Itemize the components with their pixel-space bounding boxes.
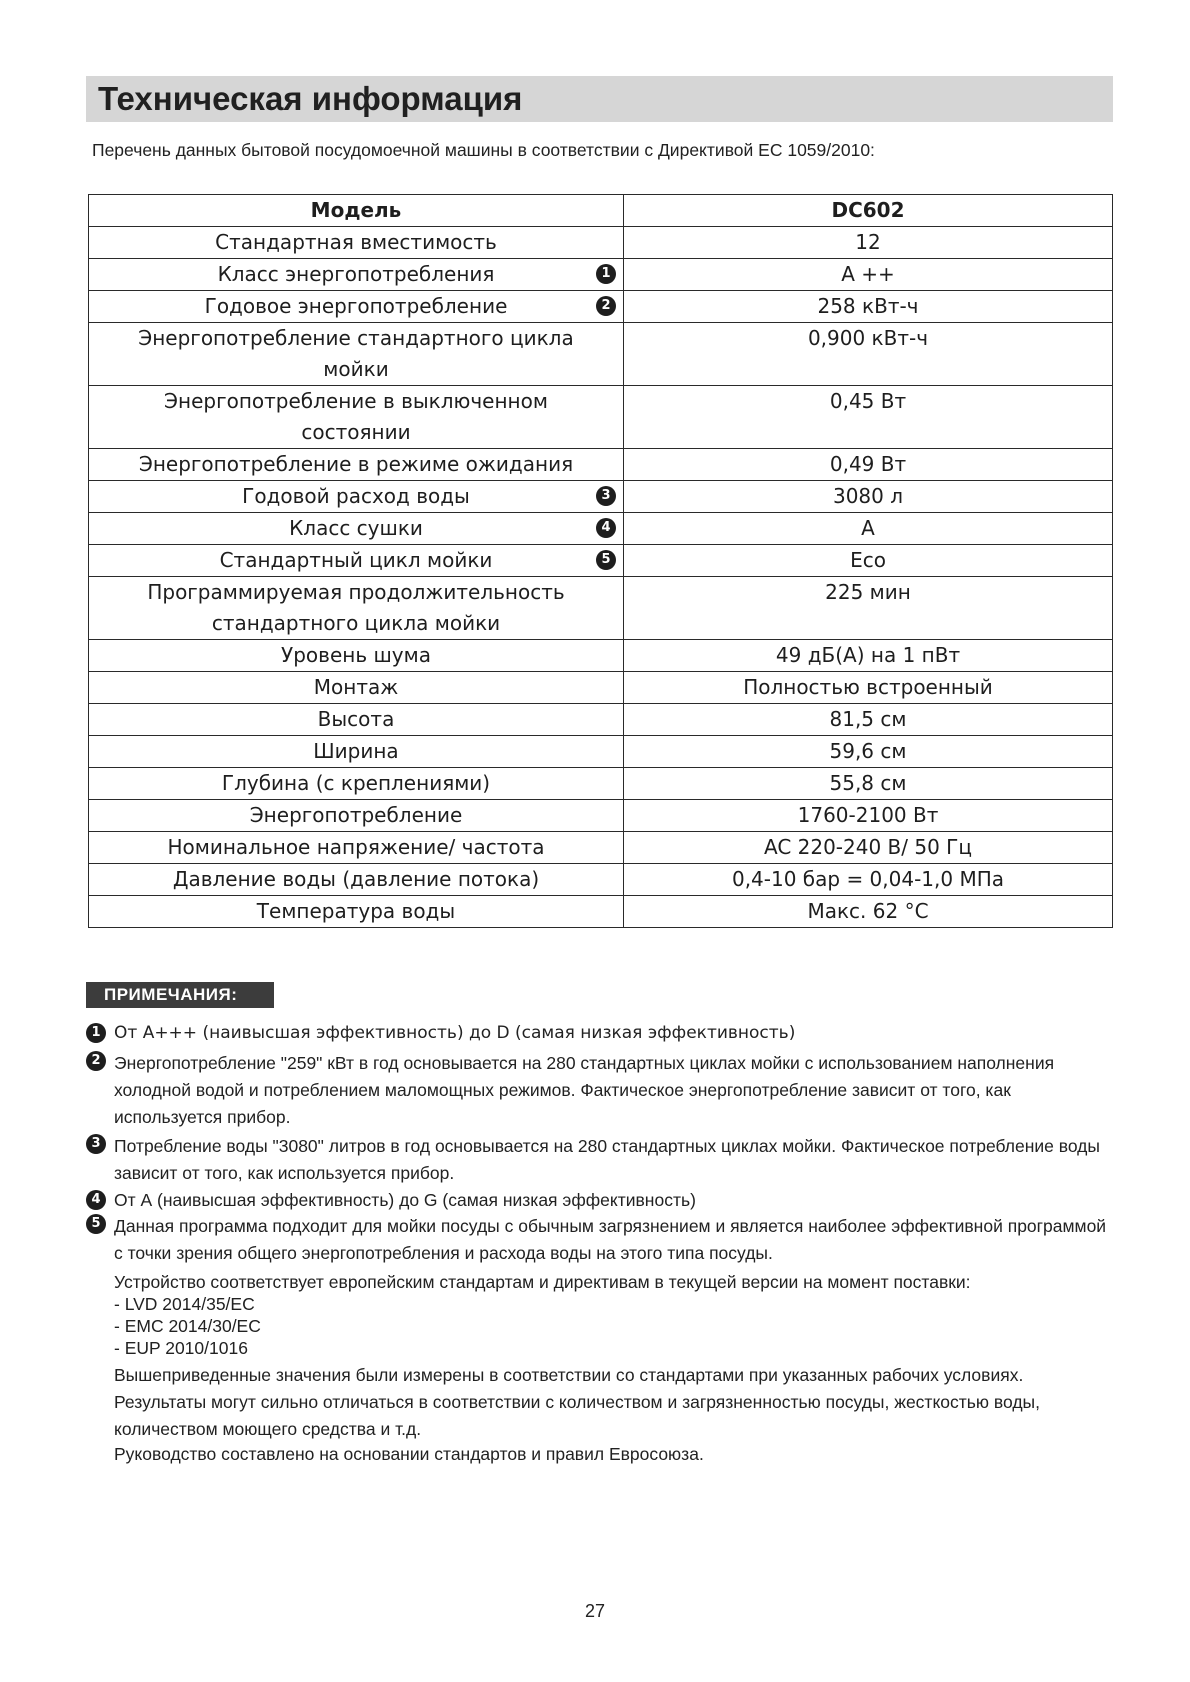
note-number-icon: 2: [86, 1051, 106, 1071]
spec-label-text: Программируемая продолжительность стандартного цикла мойки: [147, 580, 565, 635]
measurement-text: Вышеприведенные значения были измерены в соответствии со стандартами при указанных рабочих условиях. Результаты могут сильно отличаться в соответствии с количеством и загрязненностью посуды, жесткостью воды, количеством моющего средства и т.д.: [114, 1365, 1040, 1439]
table-row: [89, 704, 1113, 736]
note-item: [86, 1022, 1116, 1044]
note-text: Данная программа подходит для мойки посуды с обычным загрязнением и является наиболее эффективной программой с точки зрения общего энергопотребления и расхода воды на этого типа посуды.: [114, 1216, 1107, 1263]
spec-value: 3080 л: [624, 481, 1113, 513]
spec-label: [89, 227, 624, 259]
spec-value: 0,49 Вт: [624, 449, 1113, 481]
standard-item: - LVD 2014/35/EC: [114, 1294, 255, 1314]
spec-label-text: Годовое энергопотребление: [204, 294, 508, 318]
spec-value: 225 мин: [624, 577, 1113, 640]
spec-value: A ++: [624, 259, 1113, 291]
compliance-block: [86, 1271, 1116, 1465]
page-title: Техническая информация: [98, 80, 523, 117]
spec-label: [89, 896, 624, 928]
spec-label: [89, 449, 624, 481]
note-item: [86, 1189, 1116, 1211]
spec-table: [88, 194, 1113, 928]
note-reference-icon: 1: [596, 264, 616, 284]
spec-value: 0,45 Вт: [624, 386, 1113, 449]
spec-label: [89, 545, 624, 577]
note-number-icon: 1: [86, 1023, 106, 1043]
note-item: [86, 1213, 1116, 1267]
spec-value: 59,6 см: [624, 736, 1113, 768]
note-text: От А (наивысшая эффективность) до G (самая низкая эффективность): [114, 1190, 696, 1210]
spec-value: Полностью встроенный: [624, 672, 1113, 704]
spec-label-text: Класс энергопотребления: [217, 262, 495, 286]
spec-label-text: Температура воды: [256, 899, 456, 923]
note-reference-icon: 3: [596, 486, 616, 506]
table-row: [89, 832, 1113, 864]
spec-label: [89, 291, 624, 323]
table-row: [89, 513, 1113, 545]
standard-item: - EUP 2010/1016: [114, 1338, 248, 1358]
table-row: [89, 768, 1113, 800]
spec-value: 12: [624, 227, 1113, 259]
note-reference-icon: 5: [596, 550, 616, 570]
spec-label-text: Стандартная вместимость: [215, 230, 497, 254]
table-row: [89, 449, 1113, 481]
spec-label: [89, 481, 624, 513]
note-number-icon: 3: [86, 1134, 106, 1154]
note-text: Энергопотребление "259" кВт в год основывается на 280 стандартных циклах мойки с использованием наполнения холодной водой и потреблением маломощных режимов. Фактическое энергопотребление зависит от того, как используется прибор.: [114, 1053, 1055, 1127]
spec-value: 1760-2100 Вт: [624, 800, 1113, 832]
note-item: [86, 1133, 1116, 1187]
spec-value: 49 дБ(A) на 1 пВт: [624, 640, 1113, 672]
note-item: [86, 1050, 1116, 1131]
spec-value: AC 220-240 В/ 50 Гц: [624, 832, 1113, 864]
table-row: [89, 386, 1113, 449]
note-text: Потребление воды "3080" литров в год основывается на 280 стандартных циклах мойки. Фактическое потребление воды зависит от того, как используется прибор.: [114, 1136, 1100, 1183]
table-header-label: Модель: [89, 195, 624, 227]
spec-label: [89, 513, 624, 545]
note-number-icon: 4: [86, 1190, 106, 1210]
note-text: От А+++ (наивысшая эффективность) до D (самая низкая эффективность): [114, 1023, 796, 1043]
note-number-icon: 5: [86, 1214, 106, 1234]
table-header-value: DC602: [624, 195, 1113, 227]
standards-list: [114, 1293, 1116, 1359]
table-header-row: [89, 195, 1113, 227]
spec-label: [89, 672, 624, 704]
guide-text: Руководство составлено на основании стандартов и правил Евросоюза.: [114, 1444, 704, 1464]
section-header: [86, 76, 1113, 122]
spec-label-text: Энергопотребление в режиме ожидания: [138, 452, 574, 476]
intro-text: Перечень данных бытовой посудомоечной машины в соответствии с Директивой ЕС 1059/2010:: [92, 140, 875, 160]
spec-label: [89, 864, 624, 896]
page-number: 27: [584, 1601, 606, 1621]
spec-label: [89, 323, 624, 386]
table-row: [89, 227, 1113, 259]
note-reference-icon: 4: [596, 518, 616, 538]
spec-label-text: Энергопотребление в выключенном состоянии: [164, 389, 548, 444]
spec-value: A: [624, 513, 1113, 545]
spec-value: Макс. 62 °C: [624, 896, 1113, 928]
spec-value: Eco: [624, 545, 1113, 577]
spec-label-text: Стандартный цикл мойки: [219, 548, 493, 572]
spec-label: [89, 736, 624, 768]
table-row: [89, 577, 1113, 640]
spec-label: [89, 800, 624, 832]
spec-label-text: Номинальное напряжение/ частота: [167, 835, 545, 859]
spec-label-text: Энергопотребление: [249, 803, 463, 827]
notes-heading: ПРИМЕЧАНИЯ:: [86, 982, 274, 1008]
spec-value: 0,4-10 бар = 0,04-1,0 МПа: [624, 864, 1113, 896]
spec-value: 258 кВт-ч: [624, 291, 1113, 323]
spec-label-text: Энергопотребление стандартного цикла мойки: [138, 326, 574, 381]
table-row: [89, 640, 1113, 672]
spec-label-text: Монтаж: [313, 675, 399, 699]
table-row: [89, 864, 1113, 896]
spec-label-text: Класс сушки: [289, 516, 423, 540]
table-row: [89, 259, 1113, 291]
spec-label-text: Годовой расход воды: [242, 484, 470, 508]
table-row: [89, 800, 1113, 832]
notes-section: [86, 1022, 1116, 1465]
table-row: [89, 291, 1113, 323]
table-row: [89, 896, 1113, 928]
note-reference-icon: 2: [596, 296, 616, 316]
spec-label-text: Ширина: [313, 739, 399, 763]
table-row: [89, 323, 1113, 386]
spec-value: 55,8 см: [624, 768, 1113, 800]
table-row: [89, 481, 1113, 513]
spec-label-text: Уровень шума: [281, 643, 431, 667]
spec-value: 81,5 см: [624, 704, 1113, 736]
spec-label-text: Высота: [317, 707, 395, 731]
spec-label: [89, 832, 624, 864]
spec-label: [89, 704, 624, 736]
spec-label-text: Давление воды (давление потока): [172, 867, 540, 891]
spec-label: [89, 386, 624, 449]
spec-label: [89, 768, 624, 800]
spec-label: [89, 259, 624, 291]
standard-item: - EMC 2014/30/EC: [114, 1316, 261, 1336]
spec-label: [89, 640, 624, 672]
table-row: [89, 736, 1113, 768]
table-row: [89, 545, 1113, 577]
spec-label: [89, 577, 624, 640]
compliance-text: Устройство соответствует европейским стандартам и директивам в текущей версии на момент поставки:: [114, 1272, 971, 1292]
table-row: [89, 672, 1113, 704]
spec-value: 0,900 кВт-ч: [624, 323, 1113, 386]
spec-label-text: Глубина (с креплениями): [221, 771, 491, 795]
